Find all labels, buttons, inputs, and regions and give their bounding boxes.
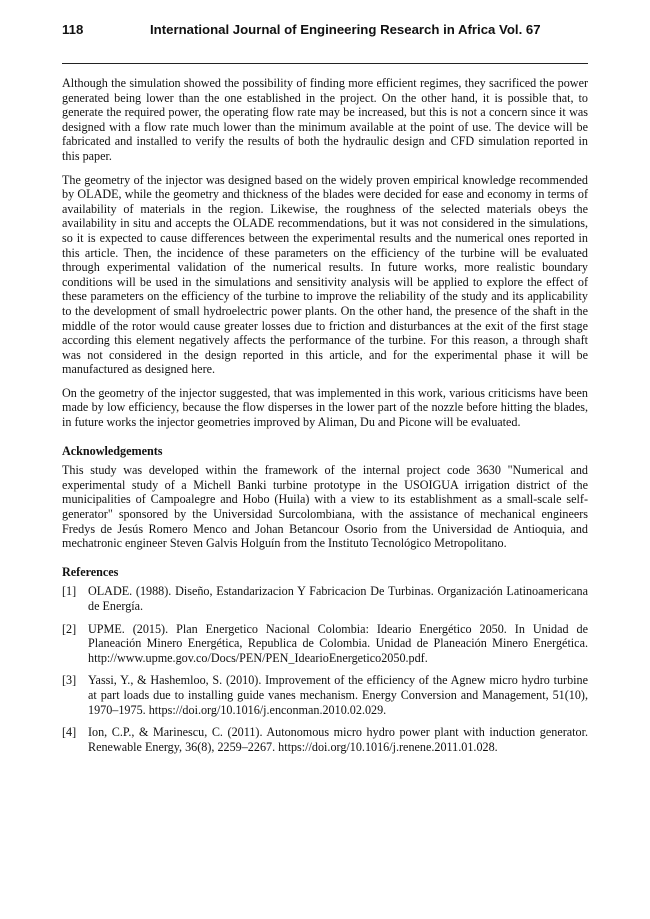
reference-item (62, 622, 588, 666)
acknowledgements-text: This study was developed within the framework of the internal project code 3630 "Numerical and experimental study of a Michell Banki turbine prototype in the USOIGUA irrigation district of the municipalities of Campoalegre and Hobo (Huila) with a view to its establishment as a small-scale self-generator" sponsored by the Universidad Surcolombiana, with the assistance of mechanical engineers Fredys de Jesús Romero Menco and Johan Betancour Osorio from the Universidad de Antioquia, and mechatronic engineer Steven Galvis Holguín from the Instituto Tecnológico Metropolitano. (62, 463, 588, 551)
reference-item (62, 584, 588, 613)
journal-title: International Journal of Engineering Research in Africa Vol. 67 (150, 22, 541, 37)
header-rule (62, 63, 588, 64)
references-heading: References (62, 564, 119, 579)
reference-number: [1] (62, 584, 77, 599)
reference-text: UPME. (2015). Plan Energetico Nacional Colombia: Ideario Energético 2050. In Unidad de Planeación Minero Energética, Republica de Colombia. Unidad de Planeación Minero Energética. http://www.upme.gov.co/Docs/PEN/PEN_IdearioEnergetico2050.pdf. (88, 621, 588, 665)
acknowledgements-heading: Acknowledgements (62, 443, 163, 458)
reference-text: Yassi, Y., & Hashemloo, S. (2010). Improvement of the efficiency of the Agnew micro hydro turbine at part loads due to installing guide vanes mechanism. Energy Conversion and Management, 51(10), 1970–1975. https://doi.org/10.1016/j.enconman.2010.02.029. (88, 673, 588, 717)
body-paragraph: Although the simulation showed the possibility of finding more efficient regimes, they sacrificed the power generated being lower than the one established in the project. On the other hand, it is possible that, to generate the required power, the operating flow rate may be increased, but this is not a concern since it was designed with a flow rate much lower than the minimum available at the point of use. The device will be fabricated and installed to verify the results of both the hydraulic design and CFD simulation reported in this paper. (62, 76, 588, 163)
page-number: 118 (62, 22, 84, 37)
reference-text: OLADE. (1988). Diseño, Estandarizacion Y Fabricacion De Turbinas. Organización Latinoamericana de Energía. (88, 584, 588, 613)
reference-number: [2] (62, 621, 77, 636)
body-paragraph: On the geometry of the injector suggested, that was implemented in this work, various criticisms have been made by low efficiency, because the flow disperses in the lower part of the nozzle before hitting the blades, in future works the injector geometries improved by Aliman, Du and Picone will be evaluated. (62, 385, 588, 430)
reference-text: Ion, C.P., & Marinescu, C. (2011). Autonomous micro hydro power plant with induction generator. Renewable Energy, 36(8), 2259–2267. https://doi.org/10.1016/j.renene.2011.01.028. (88, 725, 588, 754)
reference-number: [4] (62, 725, 77, 740)
running-header (62, 22, 588, 37)
reference-item (62, 725, 588, 754)
reference-number: [3] (62, 673, 77, 688)
reference-item (62, 673, 588, 717)
main-text (62, 76, 588, 762)
body-paragraph: The geometry of the injector was designed based on the widely proven empirical knowledge recommended by OLADE, while the geometry and thickness of the blades were decided for ease and economy in terms of availability of materials in the region. Likewise, the roughness of the selected materials obeys the availability in situ and accepts the OLADE recommendations, but it was not considered in the simulations, so it is expected to cause differences between the experimental results and the numerical ones reported in this article. Then, the incidence of these parameters on the efficiency of the turbine will be evaluated through experimental validation of the numerical results. In future works, more realistic boundary conditions will be used in the simulations and sensitivity analysis will be applied to explore the effect of these parameters on the efficiency of the turbine to improve the reliability of the study and its applicability to the development of small hydroelectric power plants. On the other hand, the presence of the shaft in the middle of the rotor would cause greater losses due to friction and disturbances at the exit of the first stage according this element negatively affects the performance of the turbine. For this reason, a through shaft was not considered in the design reported in this article, and for the experimental phase it will be manufactured as designed here. (62, 172, 588, 377)
